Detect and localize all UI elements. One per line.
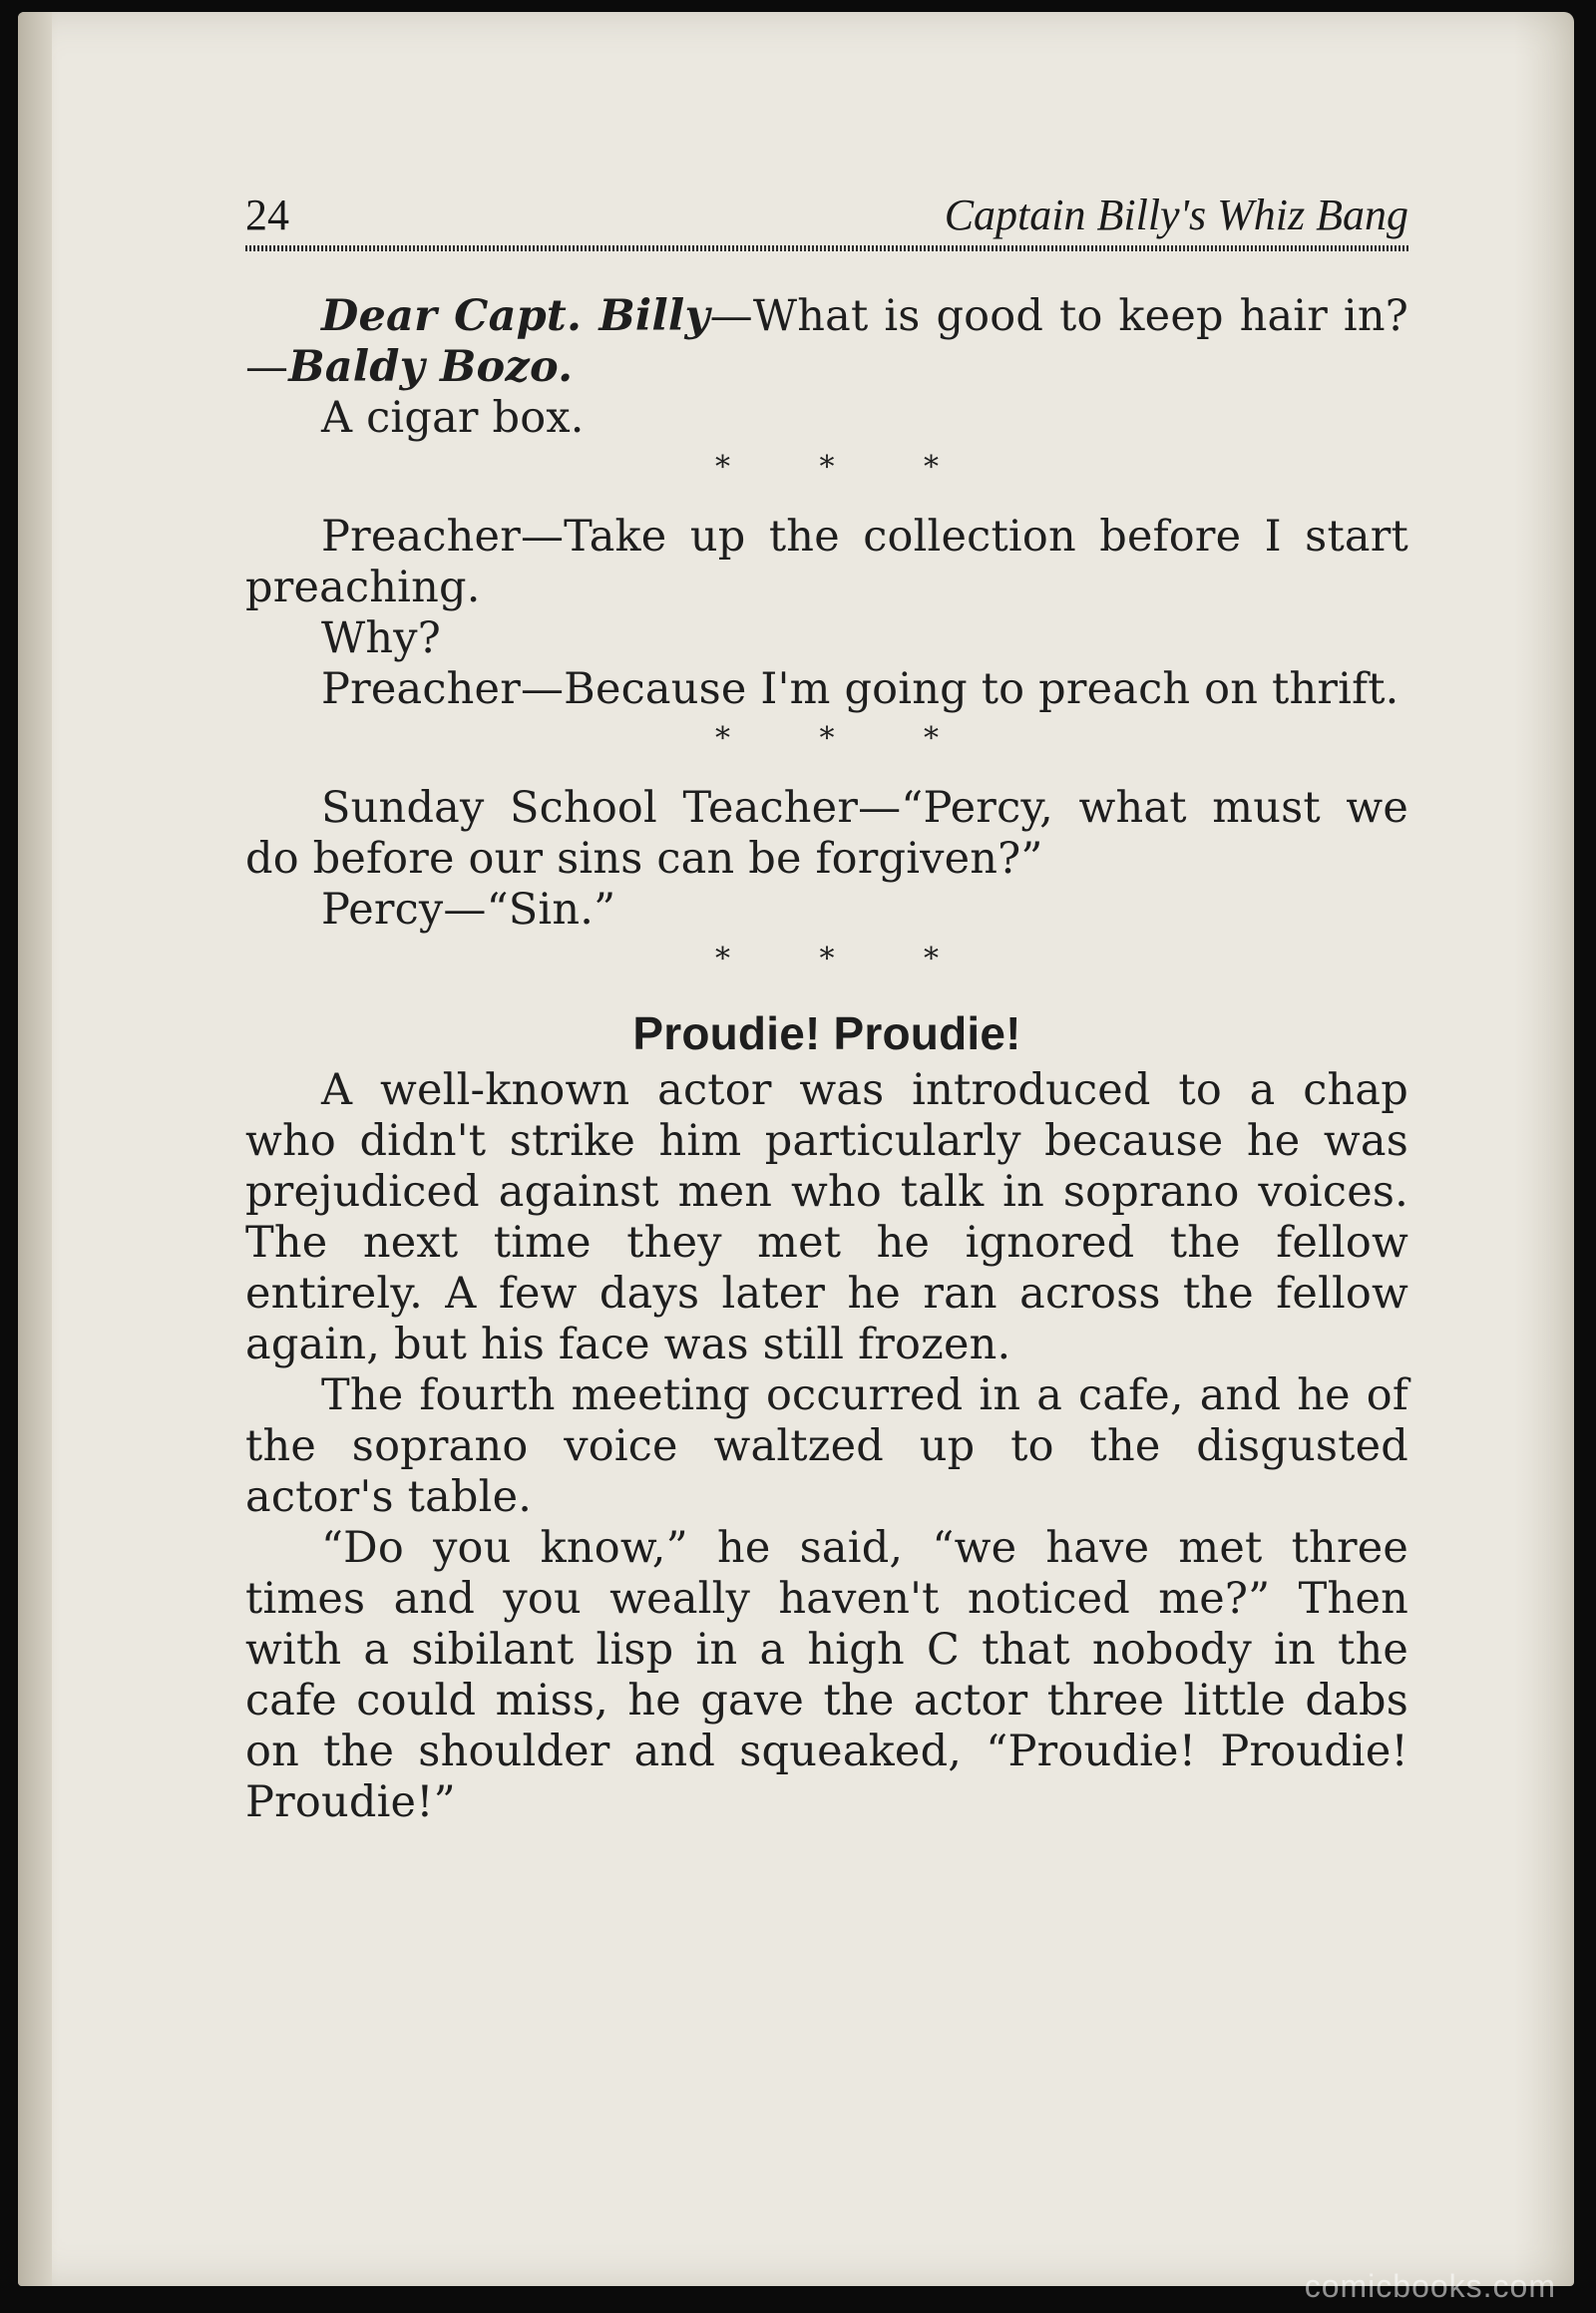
joke-line: Sunday School Teacher—“Percy, what must we do before our sins can be forgiven?” bbox=[245, 783, 1408, 884]
joke-question bbox=[245, 291, 1408, 393]
joke-line: Why? bbox=[321, 613, 442, 663]
separator-stars: * * * bbox=[714, 942, 980, 976]
publication-title: Captain Billy's Whiz Bang bbox=[944, 191, 1408, 239]
joke-signature: Baldy Bozo. bbox=[288, 342, 574, 392]
page-body bbox=[245, 291, 1408, 1828]
story-paragraph: A well-known actor was introduced to a chap who didn't strike him particularly because he was prejudiced against men who talk in soprano voices. The next time they met he ignored the fellow entirely. A few days later he ran across the fellow again, but his face was still frozen. bbox=[245, 1065, 1408, 1369]
joke-line: Percy—“Sin.” bbox=[321, 885, 616, 935]
separator-stars: * * * bbox=[714, 450, 980, 485]
joke-question-text: —What is good to keep hair in?— bbox=[245, 291, 1408, 392]
story-title: Proudie! Proudie! bbox=[632, 1007, 1021, 1059]
site-watermark: comicbooks.com bbox=[1304, 2268, 1556, 2304]
story-paragraph: The fourth meeting occurred in a cafe, and he of the soprano voice waltzed up to the disgusted actor's table. bbox=[245, 1370, 1408, 1522]
page-spine bbox=[18, 12, 52, 2286]
joke-line: Preacher—Because I'm going to preach on thrift. bbox=[321, 664, 1399, 714]
running-head bbox=[245, 190, 1408, 249]
joke-answer: A cigar box. bbox=[321, 393, 585, 443]
story-paragraph: “Do you know,” he said, “we have met three times and you weally haven't noticed me?” Then with a sibilant lisp in a high C that nobody in the cafe could miss, he gave the actor three little dabs on the shoulder and squeaked, “Proudie! Proudie! Proudie!” bbox=[245, 1523, 1408, 1827]
joke-salutation: Dear Capt. Billy bbox=[321, 291, 710, 341]
header-rule bbox=[245, 245, 1408, 251]
separator-stars: * * * bbox=[714, 721, 980, 756]
joke-line: Preacher—Take up the collection before I start preaching. bbox=[245, 512, 1408, 612]
page-number: 24 bbox=[245, 191, 289, 239]
